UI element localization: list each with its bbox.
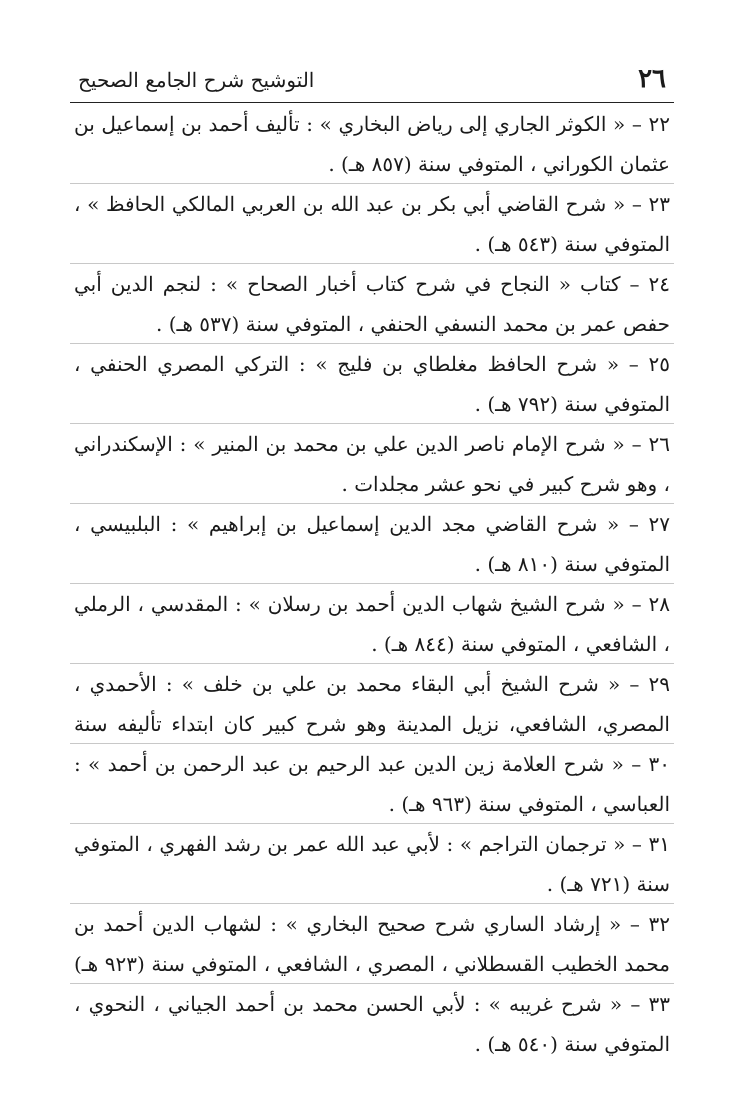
list-item: [70, 824, 674, 904]
list-item: [70, 984, 674, 1064]
entry-text: – « الكوثر الجاري إلى رياض البخاري » : تأليف أحمد بن إسماعيل بن عثمان الكوراني ، المتوفي سنة (٨٥٧ هـ) .: [74, 112, 670, 176]
list-item: [70, 504, 674, 584]
entry-number: ٢٣: [648, 192, 671, 216]
entry-number: ٢٧: [648, 512, 671, 536]
list-item: [70, 584, 674, 664]
entry-number: ٣١: [648, 832, 670, 856]
entry-text: – كتاب « النجاح في شرح كتاب أخبار الصحاح » : لنجم الدين أبي حفص عمر بن محمد النسفي الحنفي ، المتوفي سنة (٥٣٧ هـ) .: [74, 272, 670, 336]
entry-number: ٣٠: [648, 752, 671, 776]
entry-text: – « شرح الحافظ مغلطاي بن فليج » : التركي المصري الحنفي ، المتوفي سنة (٧٩٢ هـ) .: [74, 352, 670, 416]
list-item: [70, 264, 674, 344]
entry-text: – « شرح الإمام ناصر الدين علي بن محمد بن المنير » : الإسكندراني ، وهو شرح كبير في نحو عشر مجلدات .: [74, 432, 670, 496]
entry-text: – « شرح القاضي أبي بكر بن عبد الله بن العربي المالكي الحافظ » ، المتوفي سنة (٥٤٣ هـ) .: [74, 192, 670, 256]
entry-text: – « شرح الشيخ شهاب الدين أحمد بن رسلان » : المقدسي ، الرملي ، الشافعي ، المتوفي سنة (٨٤٤ هـ) .: [74, 592, 670, 656]
entry-text: – « شرح القاضي مجد الدين إسماعيل بن إبراهيم » : البلبيسي ، المتوفي سنة (٨١٠ هـ) .: [74, 512, 670, 576]
entry-number: ٢٥: [648, 352, 671, 376]
list-item: [70, 184, 674, 264]
list-item: [70, 344, 674, 424]
entry-number: ٢٦: [648, 432, 671, 456]
entry-number: ٢٩: [648, 672, 671, 696]
list-item: [70, 904, 674, 984]
entry-text: – « إرشاد الساري شرح صحيح البخاري » : لشهاب الدين أحمد بن محمد الخطيب القسطلاني ، المصري ، الشافعي ، المتوفي سنة (٩٢٣ هـ): [74, 912, 670, 976]
entry-text: – « شرح العلامة زين الدين عبد الرحيم بن عبد الرحمن بن أحمد » : العباسي ، المتوفي سنة (٩٦٣ هـ) .: [74, 752, 670, 816]
entry-number: ٢٨: [648, 592, 671, 616]
page-header: [70, 62, 674, 103]
entry-number: ٣٣: [648, 992, 670, 1016]
list-item: [70, 744, 674, 824]
running-title: التوشيح شرح الجامع الصحيح: [78, 68, 315, 92]
entry-number: ٢٢: [648, 112, 670, 136]
list-item: [70, 424, 674, 504]
entry-number: ٣٢: [648, 912, 670, 936]
list-item: [70, 104, 674, 184]
list-item: [70, 664, 674, 744]
entry-text: – « ترجمان التراجم » : لأبي عبد الله عمر بن رشد الفهري ، المتوفي سنة (٧٢١ هـ) .: [74, 832, 670, 896]
page-number: ٢٦: [638, 64, 666, 94]
entry-list: [70, 104, 674, 1064]
entry-text: – « شرح الشيخ أبي البقاء محمد بن علي بن خلف » : الأحمدي ، المصري، الشافعي، نزيل المدينة وهو شرح كبير كان ابتداء تأليفه سنة: [74, 672, 670, 736]
entry-number: ٢٤: [648, 272, 671, 296]
entry-text: – « شرح غريبه » : لأبي الحسن محمد بن أحمد الجياني ، النحوي ، المتوفي سنة (٥٤٠ هـ) .: [74, 992, 670, 1056]
